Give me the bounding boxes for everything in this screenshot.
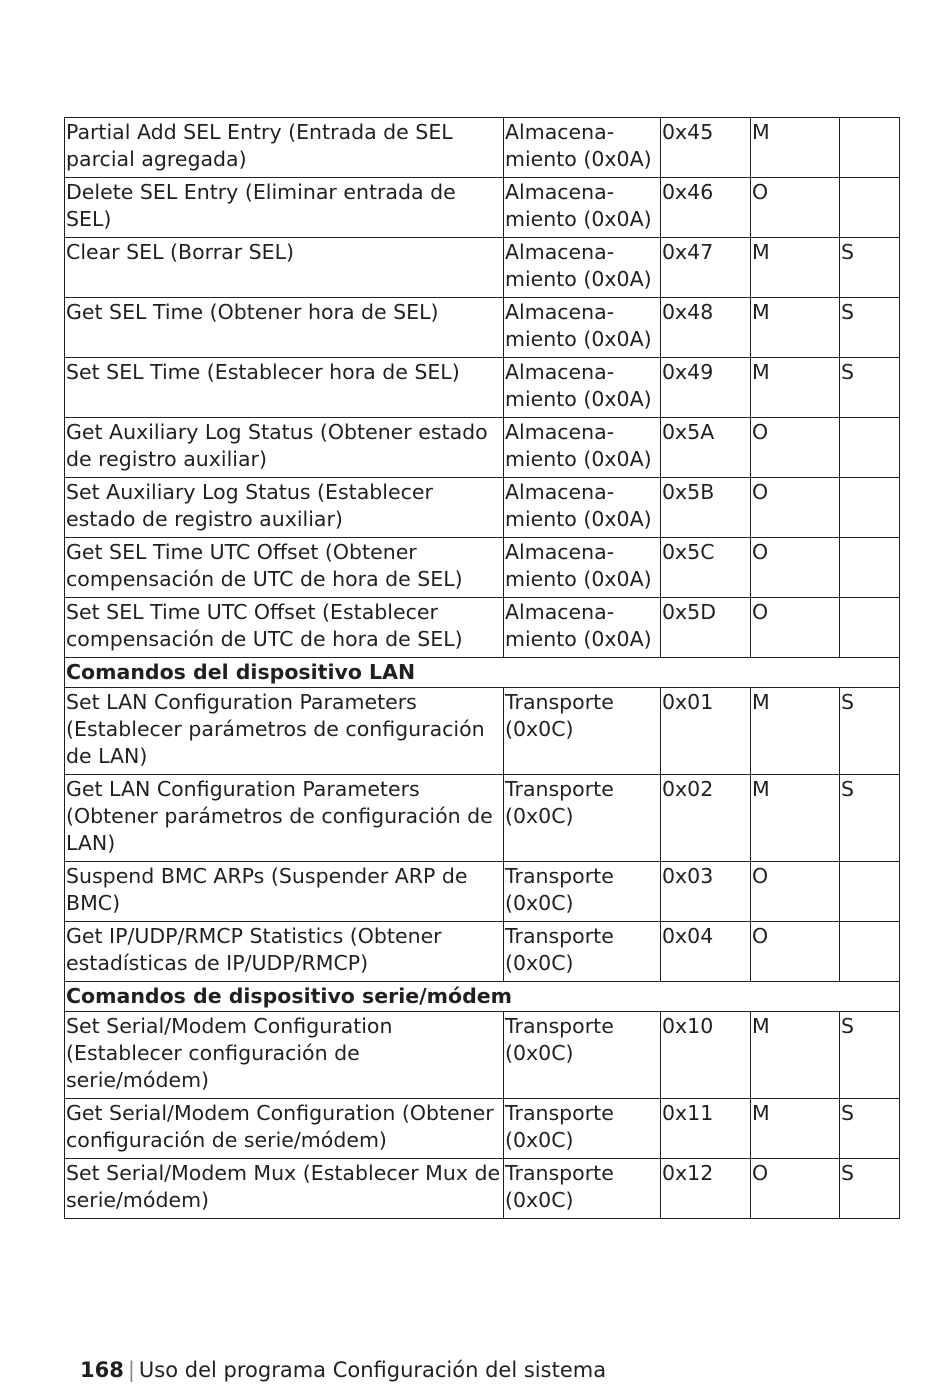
command-name-cell: Delete SEL Entry (Eliminar entrada de SEL) — [65, 178, 504, 238]
section-title: Comandos de dispositivo serie/módem — [65, 982, 900, 1012]
flag-cell — [840, 118, 900, 178]
flag-cell: S — [840, 688, 900, 775]
command-name-cell: Set Auxiliary Log Status (Establecer estado de registro auxiliar) — [65, 478, 504, 538]
command-name-cell: Get IP/UDP/RMCP Statistics (Obtener estadísticas de IP/UDP/RMCP) — [65, 922, 504, 982]
requirement-cell: M — [751, 298, 840, 358]
table-row — [65, 538, 900, 598]
command-name-cell: Set LAN Configuration Parameters (Establecer parámetros de configuración de LAN) — [65, 688, 504, 775]
flag-cell — [840, 418, 900, 478]
netfn-cell: Almacena-miento (0x0A) — [504, 358, 661, 418]
flag-cell: S — [840, 298, 900, 358]
flag-cell: S — [840, 1012, 900, 1099]
command-code-cell: 0x5B — [661, 478, 751, 538]
table-row — [65, 298, 900, 358]
flag-cell — [840, 538, 900, 598]
flag-cell: S — [840, 1159, 900, 1219]
command-code-cell: 0x48 — [661, 298, 751, 358]
footer-title: Uso del programa Configuración del sistema — [138, 1358, 607, 1382]
requirement-cell: O — [751, 862, 840, 922]
flag-cell: S — [840, 238, 900, 298]
requirement-cell: O — [751, 598, 840, 658]
netfn-cell: Transporte (0x0C) — [504, 688, 661, 775]
command-code-cell: 0x5C — [661, 538, 751, 598]
requirement-cell: M — [751, 118, 840, 178]
command-name-cell: Set SEL Time (Establecer hora de SEL) — [65, 358, 504, 418]
table-row — [65, 478, 900, 538]
requirement-cell: M — [751, 358, 840, 418]
table-row — [65, 598, 900, 658]
netfn-cell: Almacena-miento (0x0A) — [504, 598, 661, 658]
command-code-cell: 0x45 — [661, 118, 751, 178]
netfn-cell: Almacena-miento (0x0A) — [504, 118, 661, 178]
table-row — [65, 1099, 900, 1159]
netfn-cell: Transporte (0x0C) — [504, 1099, 661, 1159]
netfn-cell: Almacena-miento (0x0A) — [504, 298, 661, 358]
requirement-cell: O — [751, 538, 840, 598]
page-footer — [80, 1356, 606, 1384]
table-row — [65, 418, 900, 478]
command-code-cell: 0x49 — [661, 358, 751, 418]
table-row — [65, 238, 900, 298]
table-row — [65, 1012, 900, 1099]
command-name-cell: Get Serial/Modem Configuration (Obtener configuración de serie/módem) — [65, 1099, 504, 1159]
command-name-cell: Get Auxiliary Log Status (Obtener estado de registro auxiliar) — [65, 418, 504, 478]
netfn-cell: Transporte (0x0C) — [504, 862, 661, 922]
requirement-cell: M — [751, 688, 840, 775]
netfn-cell: Almacena-miento (0x0A) — [504, 238, 661, 298]
table-row — [65, 688, 900, 775]
command-name-cell: Get LAN Configuration Parameters (Obtener parámetros de configuración de LAN) — [65, 775, 504, 862]
flag-cell: S — [840, 1099, 900, 1159]
command-name-cell: Suspend BMC ARPs (Suspender ARP de BMC) — [65, 862, 504, 922]
command-name-cell: Get SEL Time UTC Offset (Obtener compensación de UTC de hora de SEL) — [65, 538, 504, 598]
netfn-cell: Transporte (0x0C) — [504, 1159, 661, 1219]
command-code-cell: 0x5A — [661, 418, 751, 478]
netfn-cell: Transporte (0x0C) — [504, 1012, 661, 1099]
section-header-row — [65, 982, 900, 1012]
command-code-cell: 0x03 — [661, 862, 751, 922]
netfn-cell: Almacena-miento (0x0A) — [504, 538, 661, 598]
requirement-cell: M — [751, 1012, 840, 1099]
command-name-cell: Clear SEL (Borrar SEL) — [65, 238, 504, 298]
command-name-cell: Set SEL Time UTC Offset (Establecer compensación de UTC de hora de SEL) — [65, 598, 504, 658]
netfn-cell: Almacena-miento (0x0A) — [504, 478, 661, 538]
command-code-cell: 0x46 — [661, 178, 751, 238]
requirement-cell: O — [751, 418, 840, 478]
netfn-cell: Transporte (0x0C) — [504, 922, 661, 982]
command-name-cell: Partial Add SEL Entry (Entrada de SEL parcial agregada) — [65, 118, 504, 178]
command-table-body — [65, 118, 900, 1219]
command-name-cell: Set Serial/Modem Mux (Establecer Mux de serie/módem) — [65, 1159, 504, 1219]
flag-cell — [840, 922, 900, 982]
requirement-cell: M — [751, 1099, 840, 1159]
command-code-cell: 0x02 — [661, 775, 751, 862]
footer-separator: | — [127, 1358, 135, 1382]
flag-cell — [840, 478, 900, 538]
requirement-cell: O — [751, 922, 840, 982]
table-row — [65, 1159, 900, 1219]
section-header-row — [65, 658, 900, 688]
netfn-cell: Transporte (0x0C) — [504, 775, 661, 862]
flag-cell — [840, 862, 900, 922]
table-row — [65, 358, 900, 418]
flag-cell: S — [840, 775, 900, 862]
requirement-cell: O — [751, 478, 840, 538]
command-code-cell: 0x11 — [661, 1099, 751, 1159]
command-code-cell: 0x12 — [661, 1159, 751, 1219]
command-code-cell: 0x47 — [661, 238, 751, 298]
command-name-cell: Set Serial/Modem Configuration (Establecer configuración de serie/módem) — [65, 1012, 504, 1099]
command-code-cell: 0x04 — [661, 922, 751, 982]
flag-cell — [840, 598, 900, 658]
flag-cell — [840, 178, 900, 238]
ipmi-command-table — [64, 117, 900, 1219]
table-row — [65, 922, 900, 982]
requirement-cell: M — [751, 238, 840, 298]
table-row — [65, 862, 900, 922]
netfn-cell: Almacena-miento (0x0A) — [504, 418, 661, 478]
requirement-cell: M — [751, 775, 840, 862]
flag-cell: S — [840, 358, 900, 418]
table-row — [65, 775, 900, 862]
page-number: 168 — [80, 1358, 124, 1382]
section-title: Comandos del dispositivo LAN — [65, 658, 900, 688]
requirement-cell: O — [751, 1159, 840, 1219]
command-name-cell: Get SEL Time (Obtener hora de SEL) — [65, 298, 504, 358]
netfn-cell: Almacena-miento (0x0A) — [504, 178, 661, 238]
command-code-cell: 0x01 — [661, 688, 751, 775]
requirement-cell: O — [751, 178, 840, 238]
table-row — [65, 178, 900, 238]
command-code-cell: 0x5D — [661, 598, 751, 658]
command-code-cell: 0x10 — [661, 1012, 751, 1099]
table-row — [65, 118, 900, 178]
